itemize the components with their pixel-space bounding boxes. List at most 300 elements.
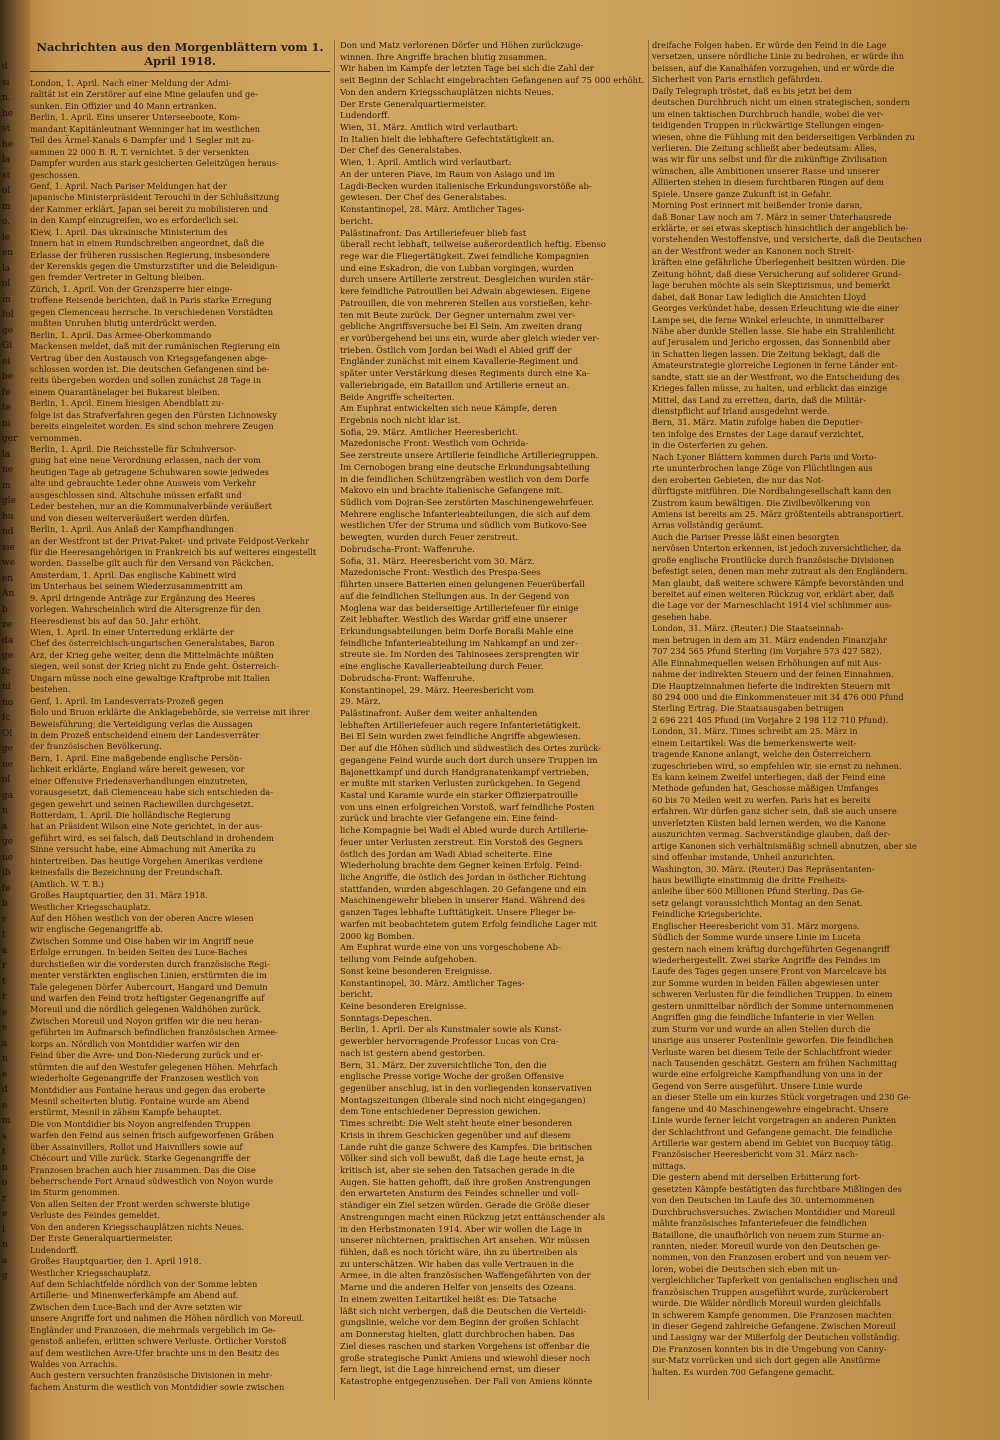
text-line: korps an. Nördlich von Montdidier warfen wir den [30, 1038, 240, 1049]
text-line: Beide Angriffe scheiterten. [340, 391, 455, 402]
gutter-fragment: a [2, 1038, 8, 1049]
gutter-fragment: st [2, 124, 11, 134]
text-line: Westlicher Kriegsschauplatz. [30, 1267, 151, 1278]
text-line: Methode gefunden hat, Geschosse mäßigen Umfanges [652, 783, 879, 794]
text-line: In Italien hielt die lebhaftere Gefechtstätigkeit an. [340, 133, 555, 144]
text-line: Zwischen Moreuil und Noyon griffen wir die neu heran- [30, 1015, 262, 1026]
text-line: Am Euphrat entwickelten sich neue Kämpfe, deren [340, 403, 557, 414]
text-line: wiederholte Gegenangriffe der Franzosen westlich von [30, 1073, 259, 1084]
text-line: Erkundungsabteilungen beim Dorfe Boraßi Mahle eine [340, 625, 574, 636]
gutter-fragment: o. [2, 217, 11, 227]
text-line: vorausgesetzt, daß Clemenceau habe sich entschieden da- [30, 787, 273, 798]
text-line: Großes Hauptquartier, den 31. März 1918. [30, 890, 208, 901]
text-line: wünschen, alle Ambitionen unserer Rasse und unserer [652, 165, 880, 176]
gutter-fragment: o [2, 1178, 8, 1188]
text-line: Berlin, 1. April. Eins unserer Unterseeboote, Kom- [30, 112, 240, 123]
gutter-fragment: a [2, 1255, 8, 1266]
text-line: ralität ist ein Zerstörer auf eine Mine gelaufen und ge- [30, 89, 258, 100]
text-line: nervösen Unterton erkennen, ist jedoch zuversichtlicher, da [652, 543, 902, 554]
text-line: siegen, weil sonst der Krieg nicht zu Ende geht. Österreich- [30, 661, 279, 672]
text-line: sammen 22 000 B. R. T. vernichtet. 5 der versenkten [30, 146, 249, 157]
text-line: Katastrophe entgegenzusehen. Der Fall von Amiens könnte [340, 1375, 593, 1386]
gutter-fragment: ge [2, 325, 14, 336]
text-line: Bei El Sein wurden zwei feindliche Angriffe abgewiesen. [340, 731, 581, 742]
text-line: Englischer Heeresbericht vom 31. März morgens. [652, 920, 860, 931]
text-line: wurde. Die Wälder nördlich Moreuil wurden gleichfalls [652, 1298, 881, 1309]
text-line: hintertreiben. Das heutige Vorgehen Amerikas verdiene [30, 855, 263, 866]
text-line: durchstießen wir die vordersten durch französische Regi- [30, 958, 270, 969]
text-line: westlichen Ufer der Struma und südlich vom Butkovo-See [340, 520, 587, 531]
text-line: Zustrom kaum bewältigen. Die Zivilbevölkerung von [652, 497, 871, 508]
text-line: Wir haben im Kampfe der letzten Tage bei sich die Zahl der [340, 63, 594, 74]
text-line: der Kammer erklärt, Japan sei bereit zu mobilisieren und [30, 203, 268, 214]
text-line: Konstantinopel, 28. März. Amtlicher Tages- [340, 204, 525, 215]
text-line: gegangene Feind wurde auch dort durch unsere Truppen im [340, 754, 598, 765]
text-line: Ergebnis noch nicht klar ist. [340, 415, 461, 425]
text-line: setz gelangt voraussichtlich Montag an den Senat. [652, 897, 863, 908]
text-line: Georges verkündet habe, dessen Erleuchtung wie die einer [652, 303, 899, 314]
text-line: Mackensen meldet, daß mit der rumänischen Regierung ein [30, 341, 280, 352]
text-line: und eine Eskadron, die von Lubban vorgingen, wurden [340, 262, 574, 273]
text-line: er vorübergehend bei uns ein, wurde aber gleich wieder ver- [340, 332, 600, 343]
text-line: bestehen. [30, 684, 71, 695]
text-line: gung hat eine neue Verordnung erlassen, nach der vom [30, 455, 261, 466]
text-line: Don und Matz verlorenen Dörfer und Höhen zurückzuge- [340, 40, 584, 50]
text-line: Durchbruchsversuches. Zwischen Montdidier und Moreuil [652, 1206, 896, 1217]
text-line: geführt wird, es sei falsch, daß Deutschland in drohendem [30, 832, 274, 843]
text-line: Sofia, 31. März. Heeresbericht vom 30. März. [340, 555, 535, 566]
text-line: Anstrengungen macht einen Rückzug jetzt enttäuschender als [340, 1211, 605, 1222]
binding-gutter [0, 0, 30, 1440]
text-line: dienstpflicht auf Irland ausgedehnt werde. [652, 406, 830, 416]
text-line: die Lage vor der Marneschlacht 1914 viel schlimmer aus- [652, 600, 892, 611]
text-line: Kastal und Karamie wurde ein starker Offizierpatrouille [340, 790, 578, 800]
text-line: vernommen. [30, 432, 82, 443]
text-line: um einen taktischen Durchbruch handle, wobei die ver- [652, 108, 884, 119]
text-line: heutigen Tage ab getragene Schuhwaren sowie jedwedes [30, 466, 269, 477]
text-line: genstoß anliefen, erlitten schwere Verluste. Örtlicher Vorstoß [30, 1336, 287, 1347]
gutter-fragment: si [2, 77, 10, 88]
gutter-fragment: e [2, 1100, 8, 1111]
text-line: Mesnil scheiterten blutig. Fontaine wurde am Abend [30, 1095, 250, 1106]
text-line: teidigenden Truppen in rückwärtige Stellungen eingen- [652, 120, 884, 131]
text-line: anleihe über 600 Millionen Pfund Sterling. Das Ge- [652, 886, 865, 897]
text-line: eine englische Kavallerieabteilung durch Feuer. [340, 661, 544, 672]
gutter-fragment: ei [2, 356, 11, 367]
text-line: gesetzten Kämpfe bestätigten das furchtbare Mißlingen des [652, 1183, 902, 1194]
text-line: Berlin, 1. April. Aus Anlaß der Kampfhandlungen [30, 524, 234, 535]
gutter-fragment: n [2, 1240, 8, 1250]
gutter-fragment: fe [2, 883, 11, 894]
text-line: bericht. [340, 989, 374, 1000]
text-line: gegenüber anschlug, ist in den vorliegenden konservativen [340, 1082, 592, 1093]
text-line: rege war die Fliegertätigkeit. Zwei feindliche Kompagnien [340, 250, 590, 261]
text-line: ganzen Tages lebhafte Lufttätigkeit. Unsere Flieger be- [340, 907, 577, 918]
text-line: 29. März. [340, 696, 381, 707]
text-line: später unter Verstärkung dieses Regiments durch eine Ka- [340, 368, 590, 379]
text-line: Mittel, das Land zu erretten, darin, daß die Militär- [652, 394, 866, 405]
text-line: Ziel dieses raschen und starken Vorgehens ist offenbar die [340, 1340, 590, 1351]
gutter-fragment: ze [2, 620, 13, 630]
text-line: Der Chef des Generalstabes. [340, 145, 462, 156]
text-line: Engländer und Franzosen, die mehrmals vergeblich im Ge- [30, 1324, 276, 1335]
text-line: Augen. Sie hatten gehofft, daß ihre großen Anstrengungen [340, 1176, 591, 1187]
text-line: Südlich vom Dojran-See zerstörten Maschinengewehrfeuer. [340, 497, 594, 508]
text-line: Die Hauptzeinnahmen lieferte die indirekten Steuern mit [652, 680, 891, 691]
text-line: Am Euphrat wurde eine von uns vorgeschobene Ab- [340, 942, 561, 953]
text-line: beissen, auf die Kanalhäfen vorzugehen, und er würde die [652, 62, 895, 73]
text-line: Bajonettkampf und durch Handgranatenkampf vertrieben, [340, 766, 590, 777]
text-line: Mazedonische Front: Westlich des Prespa-Sees [340, 567, 541, 578]
text-line: der Kerenskis gegen die Umsturzstifter und die Beleidigun- [30, 261, 278, 271]
text-line: valleriebrigade, ein Bataillon und Artillerie erneut an. [340, 379, 570, 390]
gutter-fragment: ue [2, 759, 14, 770]
gutter-fragment: fe [2, 387, 11, 398]
text-line: Amiens ist bereits am 25. März größtenteils abtransportiert. [652, 508, 904, 519]
text-line: vergleichlicher Tapferkeit von genialischen englischen und [652, 1275, 898, 1286]
text-line: gebliche Angriffsversuche bei El Sein. Am zweiten drang [340, 321, 583, 332]
text-line: gungslinie, welche vor dem Beginn der großen Schlacht [340, 1317, 579, 1328]
text-line: Sterling Ertrag. Die Staatsausgaben betrugen [652, 703, 844, 714]
text-line: Moreuil und die nördlich gelegenen Waldhöhen zurück. [30, 1004, 262, 1015]
text-line: Morning Post erinnert mit beißender Ironie daran, [652, 200, 863, 211]
text-line: von den Deutschen im Laufe des 30. unternommenen [652, 1195, 875, 1206]
text-line: im Sturm genommen. [30, 1187, 120, 1198]
text-line: unserer nüchternen, praktischen Art ansehen. Wir müssen [340, 1235, 590, 1246]
text-line: Feind über die Avre- und Don-Niederung zurück und er- [30, 1050, 264, 1061]
gutter-fragment: ga [2, 790, 14, 801]
text-line: läßt sich nicht verbergen, daß die Deutschen die Verteidi- [340, 1305, 587, 1316]
text-line: englische Presse vorige Woche der großen Offensive [340, 1071, 564, 1082]
gutter-fragment: ue [2, 852, 14, 863]
text-line: loren, wobei die Deutschen sich eben mit un- [652, 1263, 840, 1274]
text-line: Beweisführung; die Verteidigung verlas die Aussagen [30, 718, 253, 729]
text-line: teilung vom Feinde aufgehoben. [340, 954, 477, 965]
gutter-fragment: t [2, 976, 6, 987]
text-line: vorstehenden Westoffensive, und versicherte, daß die Deutschen [652, 234, 922, 245]
text-line: Von den anderen Kriegsschauplätzen nichts Neues. [30, 1221, 244, 1232]
text-line: rte ununterbrochen lange Züge von Flüchtlingen aus [652, 463, 873, 474]
text-line: nach ist gestern abend gestorben. [340, 1047, 486, 1058]
text-line: in Schatten liegen lassen. Die Zeitung beklagt, daß die [652, 348, 881, 359]
text-line: unsrige aus unserer Postenlinie geworfen. Die feindlichen [652, 1035, 894, 1046]
text-line: geschossen. [30, 169, 81, 180]
text-line: Wien, 31. März. Amtlich wird verlautbart: [340, 122, 519, 133]
text-line: Teil des Ärmel-Kanals 6 Dampfer und 1 Segler mit zu- [30, 135, 254, 146]
gutter-fragment: nd [2, 527, 14, 537]
text-line: Arras vollständig geräumt. [652, 520, 764, 531]
text-line: Palästinafront: Das Artilleriefeuer blieb fast [340, 227, 527, 238]
text-line: auszurichten vermag. Sachverständige glauben, daß der- [652, 829, 891, 840]
text-line: lage beruhen möchte als sein Skeptizismus, und bemerkt [652, 280, 890, 291]
text-line: alte und gebrauchte Leder ohne Ausweis vom Verkehr [30, 478, 256, 489]
text-line: wurde eine erfolgreiche Kampfhandlung von uns in der [652, 1069, 883, 1080]
text-line: Auch die Pariser Presse läßt einen besorgten [652, 531, 840, 542]
text-line: Verluste des Feindes gemeldet. [30, 1210, 160, 1221]
gutter-fragment: sie [2, 542, 15, 553]
text-line: Amsterdam, 1. April. Das englische Kabinett wird [30, 569, 237, 580]
gutter-fragment: r [2, 992, 7, 1002]
text-line: große strategische Punkt Amiens und wiewohl dieser noch [340, 1352, 591, 1363]
text-line: lebhaften Artilleriefeuer auch regere Infanterietätigkeit. [340, 719, 581, 730]
text-line: 707 234 565 Pfund Sterling (im Vorjahre 573 427 582). [652, 646, 882, 657]
text-line: Franzosen brachen auch hier zusammen. Das die Oise [30, 1164, 256, 1175]
text-line: dürftigste mitführen. Die Nordbahngesellschaft kann den [652, 486, 892, 497]
gutter-fragment: ni [2, 682, 11, 692]
text-line: führten unsere Batterien einen gelungenen Feuerüberfall [340, 579, 585, 590]
text-line: Wien, 1. April. In einer Unterredung erklärte der [30, 627, 234, 637]
text-line: im Unterhaus bei seinem Wiederzusammentritt am [30, 581, 243, 592]
text-line: Ludendorff. [340, 110, 390, 121]
text-line: überall recht lebhaft, teilweise außerordentlich heftig. Ebenso [340, 239, 606, 250]
gutter-fragment: r [2, 914, 7, 925]
gutter-fragment: n [2, 1054, 8, 1064]
text-line: fangene und 40 Maschinengewehre eingebracht. Unsere [652, 1103, 889, 1114]
text-line: Montagszeitungen (liberale sind noch nicht eingegangen) [340, 1094, 586, 1105]
text-line: wiederhergestellt. Zwei starke Angriffe des Feindes im [652, 955, 881, 965]
text-line: Konstantinopel, 30. März. Amtlicher Tages- [340, 977, 525, 988]
gutter-fragment: be [2, 372, 14, 382]
text-line: Erlasse der früheren russischen Regierung, insbesondere [30, 249, 270, 260]
gutter-fragment: s [2, 1131, 7, 1142]
text-line: dabei, daß Bonar Law lediglich die Ansichten Lloyd [652, 291, 867, 302]
text-line: japanische Ministerpräsident Terouchi in der Schlußsitzung [30, 192, 280, 203]
text-line: Wiederholung brachte dem Gegner keinen Erfolg. Feind- [340, 860, 583, 871]
gutter-fragment: no [2, 697, 14, 708]
text-line: halten. Es wurden 700 Gefangene gemacht. [652, 1366, 835, 1377]
text-line: an der Westfront weder an Kanonen noch Streit- [652, 245, 854, 256]
text-line: gegen gewehrt und seinen Rachewillen durchgesetzt. [30, 798, 254, 809]
text-line: warfen den Feind aus seinen frisch aufgeworfenen Gräben [30, 1130, 274, 1141]
text-line: Chef des österreichisch-ungarischen Generalstabes, Baron [30, 638, 275, 649]
gutter-fragment: d [2, 62, 8, 72]
text-line: 60 bis 70 Meilen weit zu werfen. Paris hat es bereits [652, 794, 871, 805]
text-line: Der Erste Generalquartiermeister. [30, 1233, 173, 1244]
text-line: durch unsere Artillerie zerstreut. Desgleichen wurden stär- [340, 274, 594, 285]
text-line: ten infolge des Ernstes der Lage darauf verzichtet, [652, 428, 865, 439]
text-line: Artillerie- und Minenwerferkämpfe am Abend auf. [30, 1290, 239, 1301]
gutter-fragment: da [2, 635, 14, 646]
text-line: worden. Dasselbe gilt auch für den Versand von Päckchen. [30, 558, 274, 569]
text-line: Dampfer wurden aus stark gesicherten Geleitzügen heraus- [30, 158, 279, 169]
text-line: in den Kampf einzugreifen, wo es erforderlich sei. [30, 215, 239, 226]
text-line: Von allen Seiten der Front werden schwerste blutige [30, 1198, 250, 1209]
column-right-text [652, 40, 952, 1378]
text-line: Sinne versucht habe, eine Abmachung mit Amerika zu [30, 844, 256, 855]
text-line: 2000 kg Bomben. [340, 930, 415, 941]
gutter-fragment: ge [2, 744, 14, 754]
text-line: Keine besonderen Ereignisse. [340, 1000, 467, 1011]
text-line: Auch gestern versuchten französische Divisionen in mehr- [30, 1370, 273, 1381]
column-rule [334, 40, 335, 1400]
text-line: stürmten die auf den Westufer gelegenen Höhen. Mehrfach [30, 1061, 278, 1072]
text-line: beherrschende Fort Arnaud südwestlich von Noyon wurde [30, 1176, 273, 1186]
text-line: Lagdi-Becken wurden italienische Erkundungsvorstöße ab- [340, 180, 592, 191]
text-line: Zwischen Somme und Oise haben wir im Angriff neue [30, 935, 254, 946]
text-line: und von diesen weiterveräußert werden dürfen. [30, 512, 230, 523]
text-line: Berlin, 1. April. Einem hiesigen Abendblatt zu- [30, 398, 224, 409]
text-line: zur Somme wurden in beiden Fällen abgewiesen unter [652, 977, 880, 988]
text-line: Auf den Höhen westlich von der oberen Ancre wiesen [30, 912, 254, 923]
text-line: Rotterdam, 1. April. Die holländische Regierung [30, 810, 231, 820]
text-line: versetzen, unsere nördliche Linie zu bedrohen, er würde ihn [652, 51, 904, 62]
text-line: und Lassigny war der Mißerfolg der Deutschen vollständig. [652, 1332, 900, 1343]
text-line: zugeschrieben wird, so empfehlen wir, sie ernst zu nehmen. [652, 760, 902, 771]
text-line: an der Westfront ist der Privat-Paket- und private Feldpost-Verkehr [30, 535, 309, 546]
text-line: gegen Clemenceau herrsche. In verschiedenen Vorstädten [30, 306, 274, 317]
text-line: vorlegen. Wahrscheinlich wird die Altersgrenze für den [30, 604, 261, 615]
text-line: London, 1. April. Nach einer Meldung der Admi- [30, 78, 232, 88]
text-line: Südlich der Somme wurde unsere Linie im Luceta [652, 932, 861, 943]
text-line: nommen, von den Franzosen erobert und von neuem ver- [652, 1252, 891, 1263]
gutter-fragment: Gi [2, 341, 13, 351]
text-line: Wien, 1. April. Amtlich wird verlautbart: [340, 157, 512, 168]
text-line: Arz, der Krieg gehe weiter, denn die Mittelmächte müßten [30, 649, 274, 660]
text-line: nahme der indirekten Steuern und der feinen Einnahmen. [652, 669, 894, 680]
text-line: Bern, 31. März. Matin zufolge haben die Deputier- [652, 417, 863, 428]
text-line: Artillerie war gestern abend im Gebiet von Bucquoy tätig. [652, 1138, 894, 1148]
gutter-fragment: n. [2, 93, 11, 103]
gutter-fragment: ol [2, 279, 11, 289]
text-line: Laufe des Tages gegen unsere Front von Marcelcave bis [652, 966, 887, 977]
text-line: zurück und brachte vier Gefangene ein. Eine feind- [340, 813, 558, 824]
text-line: folge ist das Strafverfahren gegen den Fürsten Lichnowsky [30, 409, 277, 420]
text-line: streute sie. Im Norden des Tahinosees zersprengten wir [340, 649, 579, 660]
gutter-fragment: t [2, 1147, 6, 1157]
text-line: große englische Frontlücke durch französische Divisionen [652, 554, 895, 565]
text-line: östlich des Jordan am Wadi Abiad scheiterte. Eine [340, 848, 553, 859]
text-line: Man glaubt, daß weitere schwere Kämpfe bevorständen und [652, 577, 904, 588]
text-line: Sicherheit von Paris ernstlich gefährden. [652, 74, 823, 85]
text-line: 80 294 000 und die Einkommensteuer mit 34 476 000 Pfund [652, 691, 904, 702]
gutter-fragment: fc [2, 713, 11, 723]
gutter-fragment: b [2, 899, 8, 909]
gutter-fragment: te [2, 403, 11, 413]
text-line: Berlin, 1. April. Der als Kunstmaler sowie als Kunst- [340, 1024, 562, 1035]
text-line: einer Offensive Friedensverhandlungen einzutreten, [30, 775, 248, 786]
text-line: schlossen worden ist. Die deutschen Gefangenen sind be- [30, 363, 270, 374]
text-line: Konstantinopel, 29. März. Heeresbericht vom [340, 684, 534, 695]
text-line: gewerbler hervorragende Professor Lucas von Cra- [340, 1036, 559, 1047]
gutter-fragment: ib [2, 868, 11, 878]
text-line: gestern unmittelbar nördlich der Somme unternommenen [652, 1000, 894, 1011]
text-line: erfahren. Wir dürfen ganz sicher sein, daß sie auch unsere [652, 806, 897, 817]
text-line: mußten Unruhen blutig unterdrückt werden. [30, 318, 217, 329]
gutter-fragment: m [2, 201, 11, 212]
gutter-fragment: la [2, 263, 11, 274]
text-line: winnen. Ihre Angriffe brachen blutig zusammen. [340, 51, 547, 62]
gutter-fragment: ol [2, 186, 11, 196]
text-line: bereitet auf einen weiteren Rückzug vor, erklärt aber, daß [652, 589, 894, 599]
text-line: feindliche Infanterieabteilung im Nahkampf an und zer- [340, 637, 578, 648]
text-line: Daily Telegraph tröstet, daß es bis jetzt bei dem [652, 85, 852, 96]
text-line: auf Jerusalem und Jericho ergossen, das Sonnenbild aber [652, 337, 891, 348]
text-line: den erwarteten Ansturm des Feindes schneller und voll- [340, 1188, 579, 1199]
column-right [652, 40, 952, 1400]
gutter-fragment: he [2, 108, 14, 119]
text-line: Armee, in die alten französischen Waffengefährten von der [340, 1270, 591, 1281]
text-line: dreifache Folgen haben. Er würde den Feind in die Lage [652, 40, 887, 50]
text-line: fühlen, daß es noch töricht wäre, ihn zu übertreiben als [340, 1247, 578, 1258]
gutter-fragment: gle [2, 496, 16, 506]
text-line: tragende Kanone anlangt, welche den Österreichern [652, 749, 871, 760]
gutter-fragment: a [2, 945, 8, 956]
text-line: liche Angriffe, die östlich des Jordan in östlicher Richtung [340, 872, 587, 883]
text-line: Makovo ein und brachte italienische Gefangene mit. [340, 485, 563, 496]
text-line: Ungarn müsse noch eine gewaltige Kraftprobe mit Italien [30, 672, 271, 683]
gutter-fragment: fc [2, 666, 11, 677]
text-line: Montdidier aus Fontaine heraus und gegen das eroberte [30, 1084, 266, 1095]
text-line: Zwischen dem Luce-Bach und der Avre setzten wir [30, 1301, 242, 1312]
text-line: haus bewilligte einstimmig die dritte Freiheits- [652, 874, 848, 885]
text-line: Bern, 1. April. Eine maßgebende englische Persön- [30, 752, 242, 763]
gutter-fragment: a [2, 821, 8, 832]
column-middle [340, 40, 645, 1400]
gutter-fragment: An [2, 589, 15, 599]
text-line: Genf, 1. April. Im Landesverrats-Prozeß gegen [30, 695, 224, 706]
gutter-fragment: m [2, 480, 11, 491]
text-line: menter verstärkten englischen Linien, erstürmten die im [30, 970, 267, 981]
text-line: 2 696 221 405 Pfund (im Vorjahre 2 198 112 710 Pfund). [652, 714, 889, 725]
text-line: warfen mit beobachtetem gutem Erfolg feindliche Lager mit [340, 918, 597, 929]
text-line: Sofia, 29. März. Amtlicher Heeresbericht. [340, 426, 518, 437]
text-line: (Amtlich. W. T. B.) [30, 878, 104, 889]
gutter-fragment: t [2, 930, 6, 940]
gutter-fragment: he [2, 139, 14, 150]
text-line: sandte, statt sie an der Westfront, wo die Entscheidung des [652, 371, 900, 382]
text-line: Sonst keine besonderen Ereignisse. [340, 965, 493, 976]
text-line: Im Cernobogen brang eine deutsche Erkundungsabteilung [340, 461, 590, 472]
text-line: An der unteren Piave, im Raum von Asiago und im [340, 168, 555, 179]
text-line: in dieser Gegend zahlreiche Gefangene. Zwischen Moreuil [652, 1321, 896, 1331]
text-line: Zeit lebhafter. Westlich des Wardar griff eine unserer [340, 614, 567, 625]
text-line: fern liegt, ist die Lage hinreichend ernst, um dieser [340, 1364, 560, 1375]
text-line: mähte französisches Infanteriefeuer die feindlichen [652, 1218, 867, 1229]
gutter-fragment: e [2, 1023, 8, 1033]
text-line: In einem zweiten Leitartikel heißt es: Die Tatsache [340, 1293, 557, 1304]
text-line: an dieser Stelle um ein kurzes Stück vorgetragen und 230 Ge- [652, 1092, 912, 1103]
text-line: Washington, 30. März. (Reuter.) Das Repräsentanten- [652, 863, 875, 874]
text-line: Engländer zunächst mit einem Kavallerie-Regiment und [340, 356, 579, 367]
text-line: seit Beginn der Schlacht eingebrachten Gefangenen auf 75 000 erhöht. [340, 75, 645, 86]
text-line: ten mit Beute zurück. Der Gegner unternahm zwei ver- [340, 309, 576, 320]
gutter-fragment: ne [2, 465, 14, 475]
text-line: daß Bonar Law noch am 7. März in seiner Unterhausrede [652, 211, 892, 222]
text-line: befestigt seien, denen man mehr zutraut als den Engländern. [652, 566, 908, 577]
text-line: gewiesen. Der Chef des Generalstabes. [340, 192, 507, 203]
text-line: Lampe sei, die ferne Winkel erleuchte, in unmittelbarer [652, 314, 884, 325]
column-middle-text [340, 40, 645, 1388]
text-line: mandant Kapitänleutnant Wenninger hat im westlichen [30, 123, 261, 134]
text-line: Berlin, 1. April. Das Armee-Oberkommando [30, 329, 212, 340]
text-line: Zürich, 1. April. Von der Grenzsperre hier einge- [30, 283, 233, 294]
text-line: Sonntags-Depeschen. [340, 1012, 432, 1023]
text-line: über Assainvillers, Rollot und Haivnillers sowie auf [30, 1141, 243, 1152]
gutter-fragment: la [2, 155, 11, 165]
gutter-fragment: g [2, 1271, 8, 1281]
text-line: Waldes von Arrachis. [30, 1359, 118, 1369]
text-line: Bern, 31. März. Der zuversichtliche Ton, den die [340, 1059, 547, 1070]
text-line: kere feindliche Patrouillen bei Adwain abgewiesen. Eigene [340, 286, 591, 297]
text-line: Alle Einnahmequellen weisen Erhöhungen auf mit Aus- [652, 657, 882, 668]
text-line: und warfen den Feind trotz heftigster Gegenangriffe auf [30, 993, 265, 1003]
text-line: Nach Lyoner Blättern kommen durch Paris und Vorto- [652, 451, 877, 462]
gutter-fragment: ni [2, 418, 11, 429]
text-line: in die Osterferien zu gehen. [652, 440, 769, 451]
text-line: der französischen Bevölkerung. [30, 741, 162, 752]
text-line: lichkeit erklärte, England wäre bereit gewesen, vor [30, 764, 245, 775]
gutter-fragment: le [2, 232, 11, 243]
